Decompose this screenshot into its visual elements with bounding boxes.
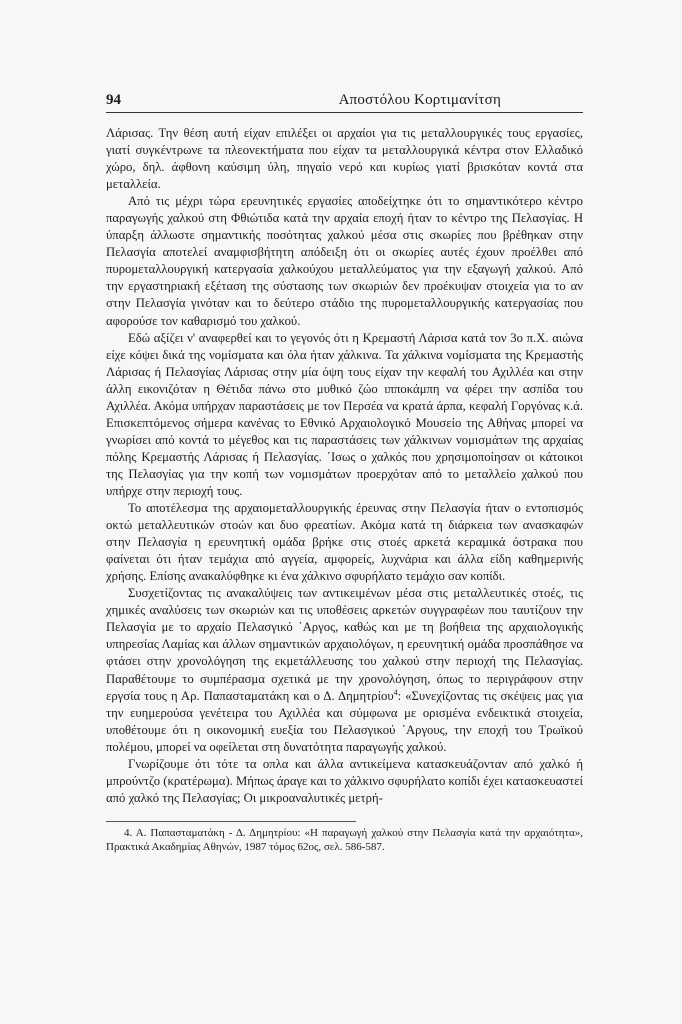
book-page: [106, 92, 583, 866]
footnote-reference: 4: [393, 687, 398, 697]
running-header: [106, 92, 583, 113]
paragraph-5-text: Συσχετίζοντας τις ανακαλύψεις των αντικειμένων μέσα στις μεταλλευτικές στοές, τις χημικές αναλύσεις των σκωριών και τις υποθέσεις αρκετών συγγραφέων που ταυτίζουν την Πελασγία με το αρχαίο Πελασγικό ΄Αργος, καθώς και με τη βοήθεια της αρχαιολογικής υπηρεσίας Λαμίας και άλλων σημαντικών αρχαιολόγων, η ερευνητική ομάδα προσπάθησε να φτάσει στην χρονολόγηση της εκμετάλλευσης του χαλκού στην περιοχή της Πελασγίας. Παραθέτουμε το συμπέρασμα σχετικά με την χρονολόγηση, όπως το περιγράφουν στην εργσία τους η Αρ. Παπασταματάκη και ο Δ. Δημητρίου: [106, 586, 583, 703]
paragraph-5-quote: : «Συνεχίζοντας τις σκέψεις μας για την ευημερούσα γενέτειρα του Αχιλλέα και σύμφωνα με ορισμένα ενδεικτικά στοιχεία, υποθέτουμε ότι η οικονομική ευεξία του Πελασγικού ΄Αργους, την εποχή του Τρωϊκού πολέμου, μπορεί να οφείλεται στη δυνατότητα παραγωγής χαλκού.: [106, 688, 583, 754]
footnote-divider: [106, 821, 356, 822]
paragraph-4: Το αποτέλεσμα της αρχαιομεταλλουργικής έρευνας στην Πελασγία ήταν ο εντοπισμός οκτώ μεταλλευτικών στοών και δυο φρεατίων. Ακόμα κατά τη διάρκεια των ανασκαφών στην Πελασγία η ερευνητική ομάδα βρήκε στις στοές αρκετά κεραμικά όστρακα που φαίνεται ότι ήταν τεμάχια από αγγεία, αμφορείς, λυχνάρια και άλλα είδη καθημερινής χρήσης. Επίσης ανακαλύφθηκε κι ένα χάλκινο σφυρήλατο τεμάχιο σαν κοπίδι.: [106, 501, 583, 584]
paragraph-1: Λάρισας. Την θέση αυτή είχαν επιλέξει οι αρχαίοι για τις μεταλλουργικές τους εργασίες, γιατί συγκέντρωνε τα πλεονεκτήματα που είχαν τα μεταλλουργικά κέντρα στον Ελλαδικό χώρο, δηλ. άφθονη καύσιμη ύλη, πηγαίο νερό και κυρίως γιατί βρισκόταν κοντά στα μεταλλεία.: [106, 126, 583, 192]
paragraph-2: Από τις μέχρι τώρα ερευνητικές εργασίες αποδείχτηκε ότι το σημαντικότερο κέντρο παραγωγής χαλκού στη Φθιώτιδα κατά την αρχαία εποχή ήταν το κέντρο της Πελασγίας. Η ύπαρξη άλλωστε σημαντικής ποσότητας χαλκού μέσα στις σκωρίες που βρέθηκαν στην Πελασγία αποτελεί αναμφισβήτητη απόδειξη ότι οι σκωρίες αυτές έχουν προέλθει από πυρομεταλλουργική κατεργασία χαλκούχου μεταλλεύματος για την εξαγωγή χαλκού. Από την εργαστηριακή εξέταση της σύστασης των σκωριών δεν προέκυψαν στοιχεία για το αν στην Πελασγία γινόταν και το δεύτερο στάδιο της πυρομεταλλουργικής κατεργασίας που αφορούσε τον καθαρισμό του χαλκού.: [106, 194, 583, 328]
page-number: 94: [106, 92, 121, 108]
paragraph-5: [106, 585, 583, 755]
paragraph-6: Γνωρίζουμε ότι τότε τα οπλα και άλλα αντικείμενα κατασκευάζονταν από χαλκό ή μπρούντζο (κρατέρωμα). Μήπως άραγε και το χάλκινο σφυρήλατο κοπίδι έχει κατασκευαστεί από χαλκό της Πελασγίας; Οι μικροαναλυτικές μετρή-: [106, 756, 584, 805]
running-title: Αποστόλου Κορτιμανίτση: [338, 92, 501, 108]
paragraph-3: Εδώ αξίζει ν' αναφερθεί και το γεγονός ότι η Κρεμαστή Λάρισα κατά τον 3ο π.Χ. αιώνα είχε κόψει δικά της νομίσματα και όλα ήταν χάλκινα. Τα χάλκινα νομίσματα της Κρεμαστής Λάρισας ή Πελασγίας Λάρισας στην μία όψη τους είχαν την κεφαλή του Αχιλλέα και στην άλλη εικονιζόταν η Θέτιδα πάνω στο μυθικό ζώο ιπποκάμπη να φέρει την ασπίδα του Αχιλλέα. Ακόμα υπήρχαν παραστάσεις με τον Περσέα να κρατά άρπα, κεφαλή Γοργόνας κ.ά. Επισκεπτόμενος σήμερα κανένας το Εθνικό Αρχαιολογικό Μουσείο της Αθήνας μπορεί να γνωρίσει από κοντά το μέγεθος και τις παραστάσεις των χάλκινων νομισμάτων της αρχαίας πόλης Κρεμαστής Λάρισας ή Πελασγίας. ΄Ισως ο χαλκός που χρησιμοποίησαν οι κάτοικοι της Πελασγίας για την κοπή των νομισμάτων προερχόταν από το μεταλλείο χαλκού που υπήρχε στην περιοχή τους.: [106, 330, 583, 498]
body-text: [106, 125, 583, 807]
footnote: 4. Α. Παπασταματάκη - Δ. Δημητρίου: «Η παραγωγή χαλκού στην Πελασγία κατά την αρχαιότητα», Πρακτικά Ακαδημίας Αθηνών, 1987 τόμος 62ος, σελ. 586-587.: [106, 826, 583, 854]
